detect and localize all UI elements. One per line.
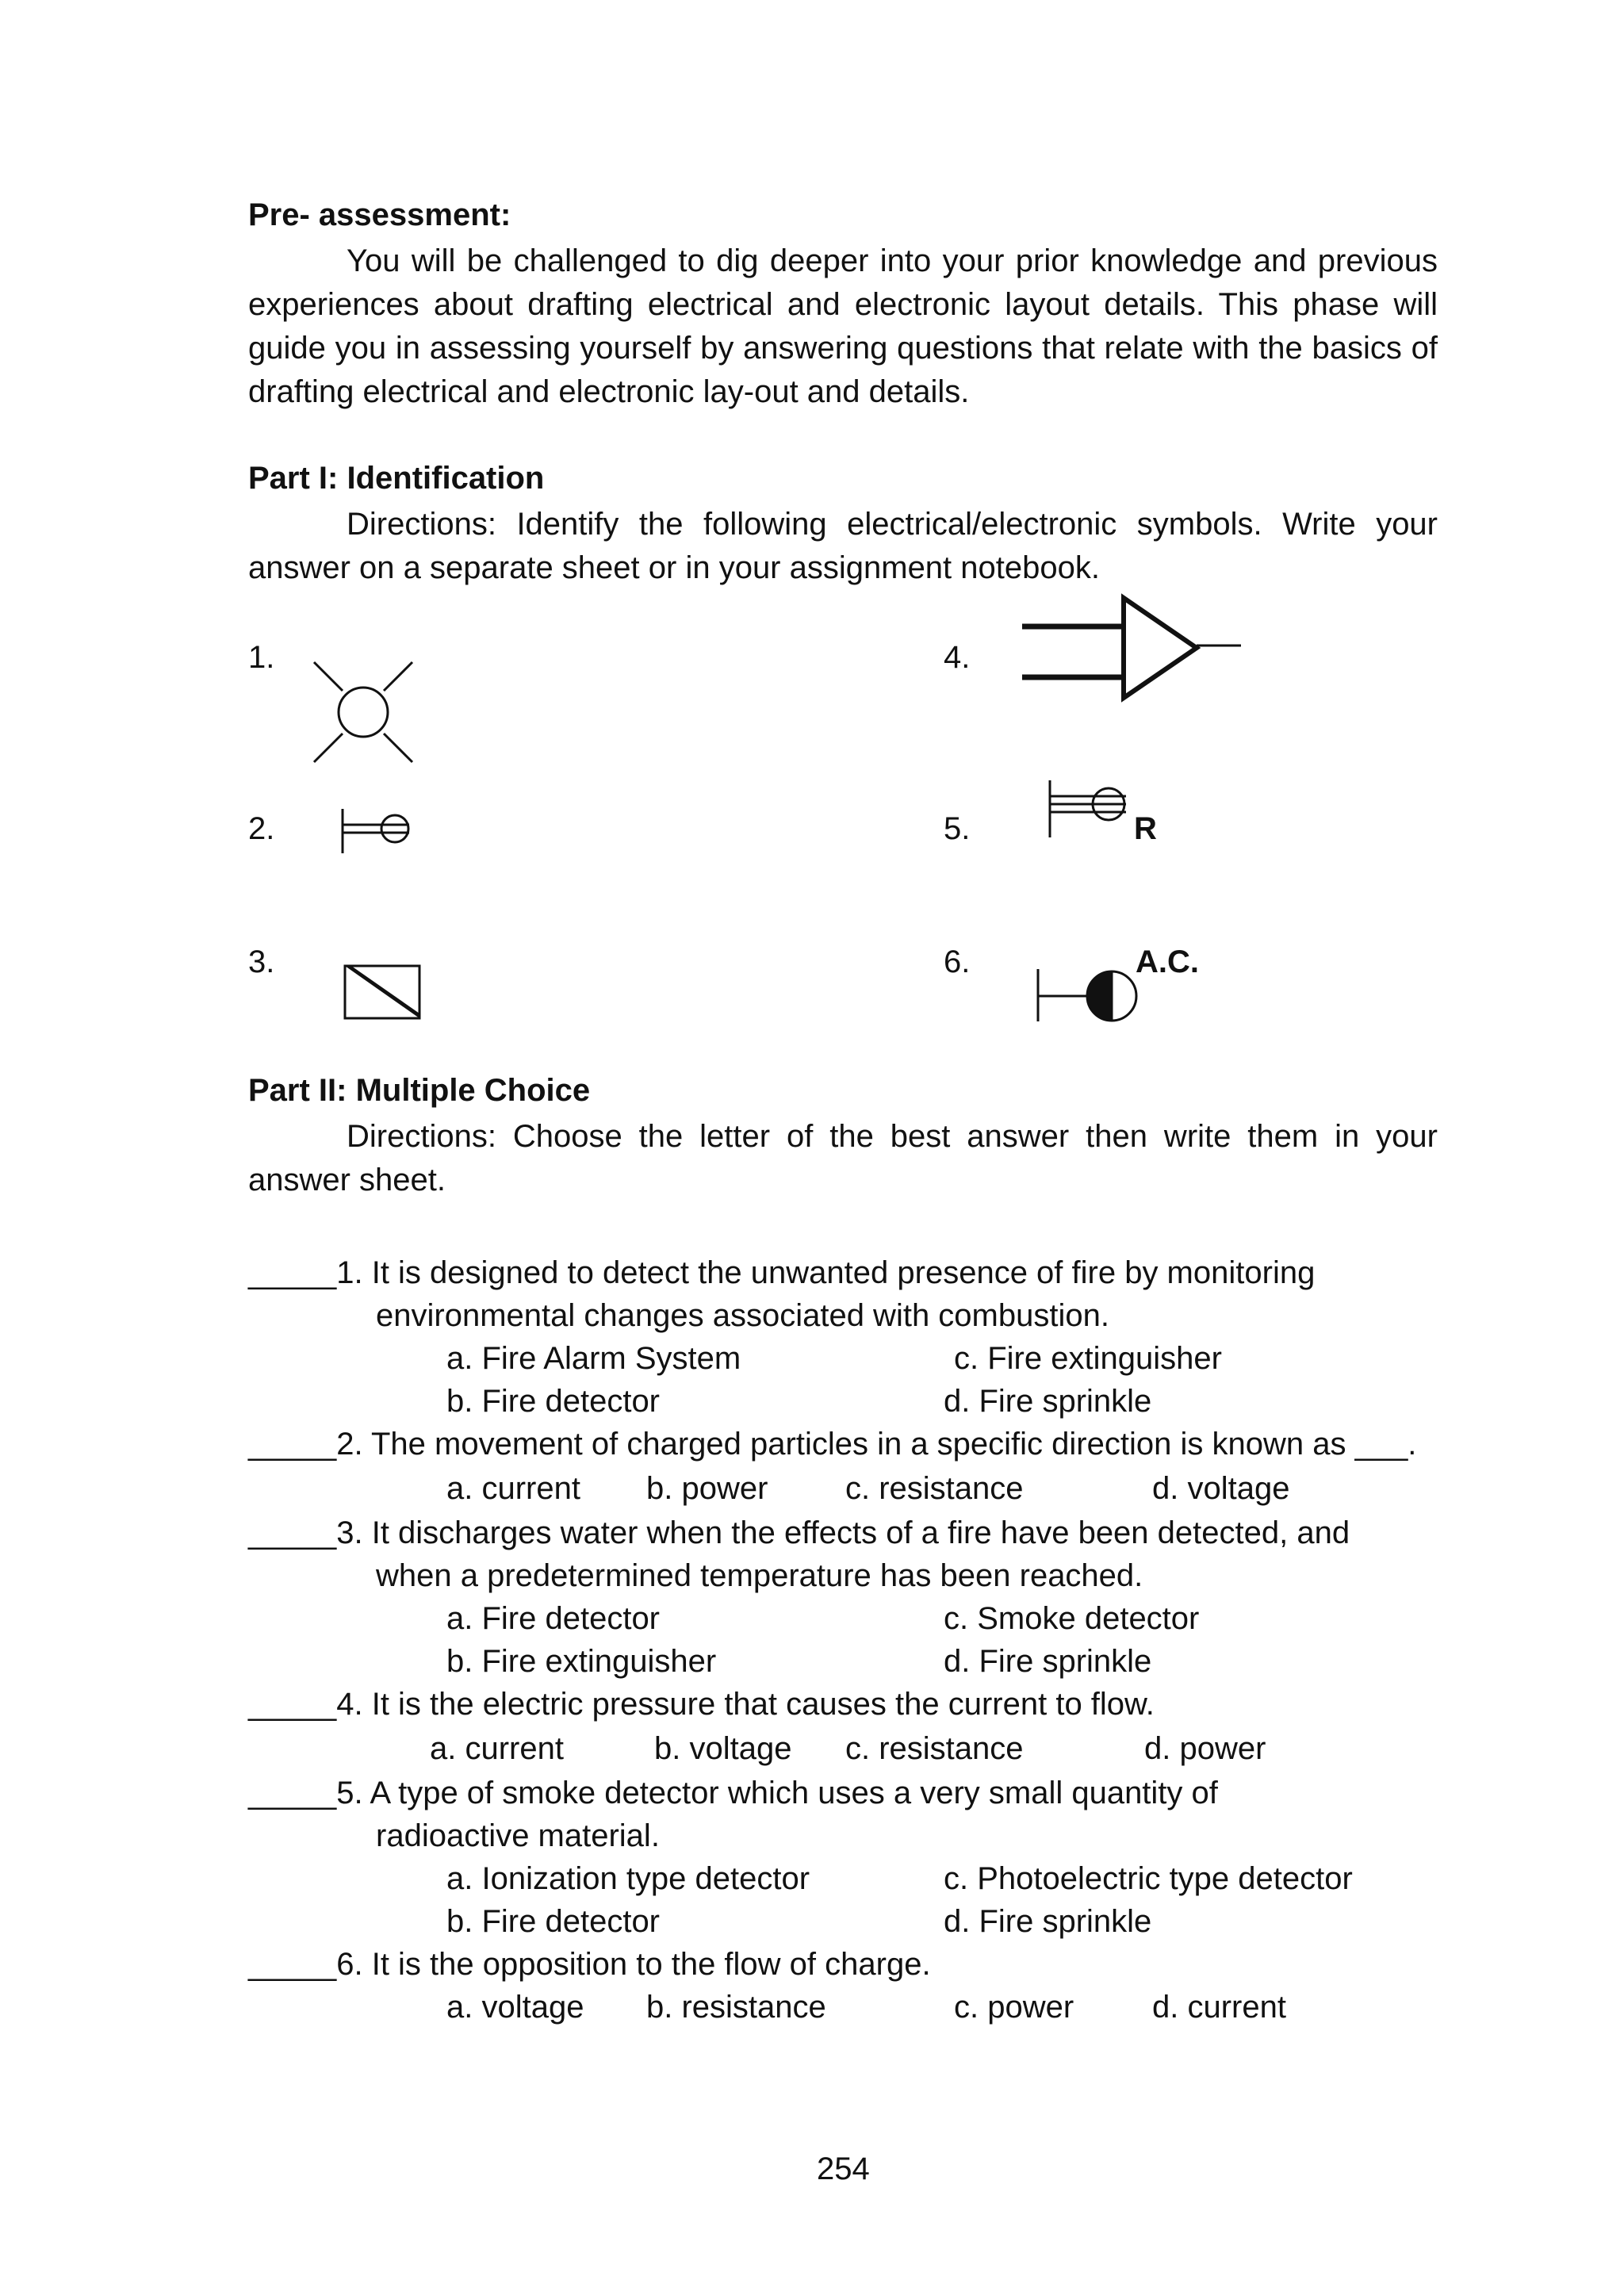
- answer-blank: _____5.: [248, 1776, 363, 1810]
- question-6: [248, 1943, 931, 1986]
- range-outlet-label: R: [1134, 811, 1157, 846]
- part1-heading: Part I: Identification: [248, 461, 545, 496]
- question-stem: A type of smoke detector which uses a very small quantity of: [362, 1776, 1218, 1810]
- choice-d: d. power: [1144, 1731, 1266, 1766]
- part2-directions: Directions: Choose the letter of the best answer then write them in your answer sheet.: [248, 1119, 1438, 1197]
- question-3: [248, 1511, 1350, 1554]
- choice-b: b. resistance: [646, 1990, 826, 2025]
- choice-d: d. voltage: [1152, 1471, 1290, 1506]
- page-number: 254: [817, 2151, 870, 2186]
- panel-board-icon: [343, 964, 423, 1021]
- choice-b: b. power: [646, 1471, 768, 1506]
- item-6-number: 6.: [944, 944, 971, 979]
- choice-c: c. resistance: [845, 1731, 1024, 1766]
- choice-b: b. voltage: [654, 1731, 792, 1766]
- item-5-number: 5.: [944, 811, 971, 846]
- question-stem-continued: environmental changes associated with combustion.: [376, 1298, 1109, 1333]
- question-stem: It is the opposition to the flow of charge.: [362, 1947, 931, 1982]
- answer-blank: _____3.: [248, 1515, 363, 1550]
- question-2: [248, 1423, 1416, 1466]
- question-stem-continued: when a predetermined temperature has been reached.: [376, 1558, 1143, 1593]
- lamp-icon: [309, 654, 420, 765]
- question-5: [248, 1772, 1218, 1814]
- item-3-number: 3.: [248, 944, 275, 979]
- part1-directions: Directions: Identify the following electrical/electronic symbols. Write your answer on a separate sheet or in your assignment notebook.: [248, 507, 1438, 585]
- question-4: [248, 1683, 1155, 1726]
- pre-assessment-paragraph: You will be challenged to dig deeper into your prior knowledge and previous experiences about drafting electrical and electronic layout details. This phase will guide you in assessing yourself by answering questions that relate with the basics of drafting electrical and electronic lay-out and details.: [248, 243, 1438, 409]
- item-4-number: 4.: [944, 640, 971, 675]
- choice-c: c. Photoelectric type detector: [944, 1861, 1353, 1896]
- answer-blank: _____4.: [248, 1687, 363, 1722]
- choice-b: b. Fire detector: [446, 1904, 661, 1939]
- choice-a: a. Ionization type detector: [446, 1861, 810, 1896]
- pre-assessment-heading: Pre- assessment:: [248, 197, 511, 232]
- choice-b: b. Fire extinguisher: [446, 1644, 717, 1679]
- question-stem: It is designed to detect the unwanted presence of fire by monitoring: [362, 1255, 1316, 1290]
- ac-outlet-icon: [1035, 966, 1146, 1023]
- question-stem: It discharges water when the effects of a fire have been detected, and: [362, 1515, 1350, 1550]
- question-stem: The movement of charged particles in a specific direction is known as ___.: [362, 1427, 1417, 1462]
- choice-b: b. Fire detector: [446, 1384, 661, 1419]
- choice-a: a. current: [446, 1471, 580, 1506]
- amplifier-icon: [1019, 593, 1241, 704]
- choice-d: d. current: [1152, 1990, 1286, 2025]
- answer-blank: _____6.: [248, 1947, 363, 1982]
- choice-c: c. Fire extinguisher: [954, 1341, 1222, 1376]
- item-1-number: 1.: [248, 640, 275, 675]
- choice-c: c. resistance: [845, 1471, 1024, 1506]
- choice-d: d. Fire sprinkle: [944, 1384, 1152, 1419]
- choice-c: c. power: [954, 1990, 1074, 2025]
- part2-heading: Part II: Multiple Choice: [248, 1073, 591, 1108]
- question-1: [248, 1251, 1315, 1294]
- question-stem-continued: radioactive material.: [376, 1818, 660, 1853]
- ac-outlet-label: A.C.: [1136, 944, 1199, 979]
- choice-a: a. Fire detector: [446, 1601, 661, 1636]
- answer-blank: _____2.: [248, 1427, 363, 1462]
- choice-c: c. Smoke detector: [944, 1601, 1200, 1636]
- choice-d: d. Fire sprinkle: [944, 1904, 1152, 1939]
- item-2-number: 2.: [248, 811, 275, 846]
- push-button-icon: [339, 807, 419, 855]
- choice-a: a. current: [430, 1731, 564, 1766]
- question-stem: It is the electric pressure that causes the current to flow.: [362, 1687, 1155, 1722]
- choice-a: a. Fire Alarm System: [446, 1341, 741, 1376]
- choice-d: d. Fire sprinkle: [944, 1644, 1152, 1679]
- choice-a: a. voltage: [446, 1990, 584, 2025]
- range-outlet-icon: [1047, 777, 1134, 841]
- answer-blank: _____1.: [248, 1255, 363, 1290]
